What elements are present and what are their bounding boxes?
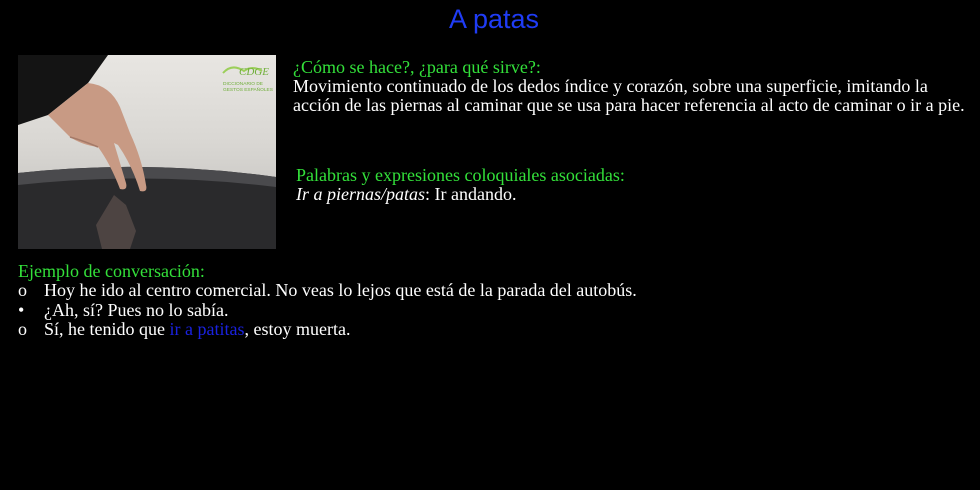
expression-link[interactable]: ir a patitas — [169, 319, 245, 339]
conversation-section — [18, 262, 918, 340]
expression-phrase: Ir a piernas/patas — [296, 184, 426, 204]
how-section — [293, 58, 973, 115]
how-text: Movimiento continuado de los dedos índice y corazón, sobre una superficie, imitando la acción de las piernas al caminar que se usa para hacer referencia al acto de caminar o ir a pie. — [293, 76, 965, 115]
page-title: A patas — [448, 4, 540, 34]
text-after-link: , estoy muerta. — [244, 319, 351, 339]
svg-text:GESTOS ESPAÑOLES: GESTOS ESPAÑOLES — [223, 88, 273, 93]
hollow-bullet-icon: o — [18, 280, 27, 300]
hollow-bullet-icon: o — [18, 319, 27, 339]
conversation-line — [18, 281, 918, 301]
gesture-photo — [18, 55, 276, 249]
expressions-line — [296, 185, 976, 204]
conversation-text: Hoy he ido al centro comercial. No veas lo lejos que está de la parada del autobús. — [44, 280, 637, 300]
expressions-section — [296, 166, 976, 204]
svg-text:DICCIONARIO DE: DICCIONARIO DE — [223, 82, 263, 87]
expressions-heading: Palabras y expresiones coloquiales asociadas: — [296, 165, 625, 185]
hand-gesture-illustration — [18, 55, 276, 249]
conversation-line — [18, 320, 918, 340]
text-before-link: Sí, he tenido que — [44, 319, 170, 339]
cdge-logo-icon — [223, 66, 273, 93]
conversation-line — [18, 301, 918, 321]
filled-bullet-icon: • — [18, 299, 25, 320]
conversation-heading: Ejemplo de conversación: — [18, 261, 205, 281]
svg-text:CDGE: CDGE — [239, 66, 269, 78]
expression-meaning: : Ir andando. — [425, 184, 517, 204]
conversation-text: ¿Ah, sí? Pues no lo sabía. — [44, 299, 229, 320]
conversation-text — [44, 320, 350, 340]
how-heading: ¿Cómo se hace?, ¿para qué sirve?: — [293, 57, 541, 77]
